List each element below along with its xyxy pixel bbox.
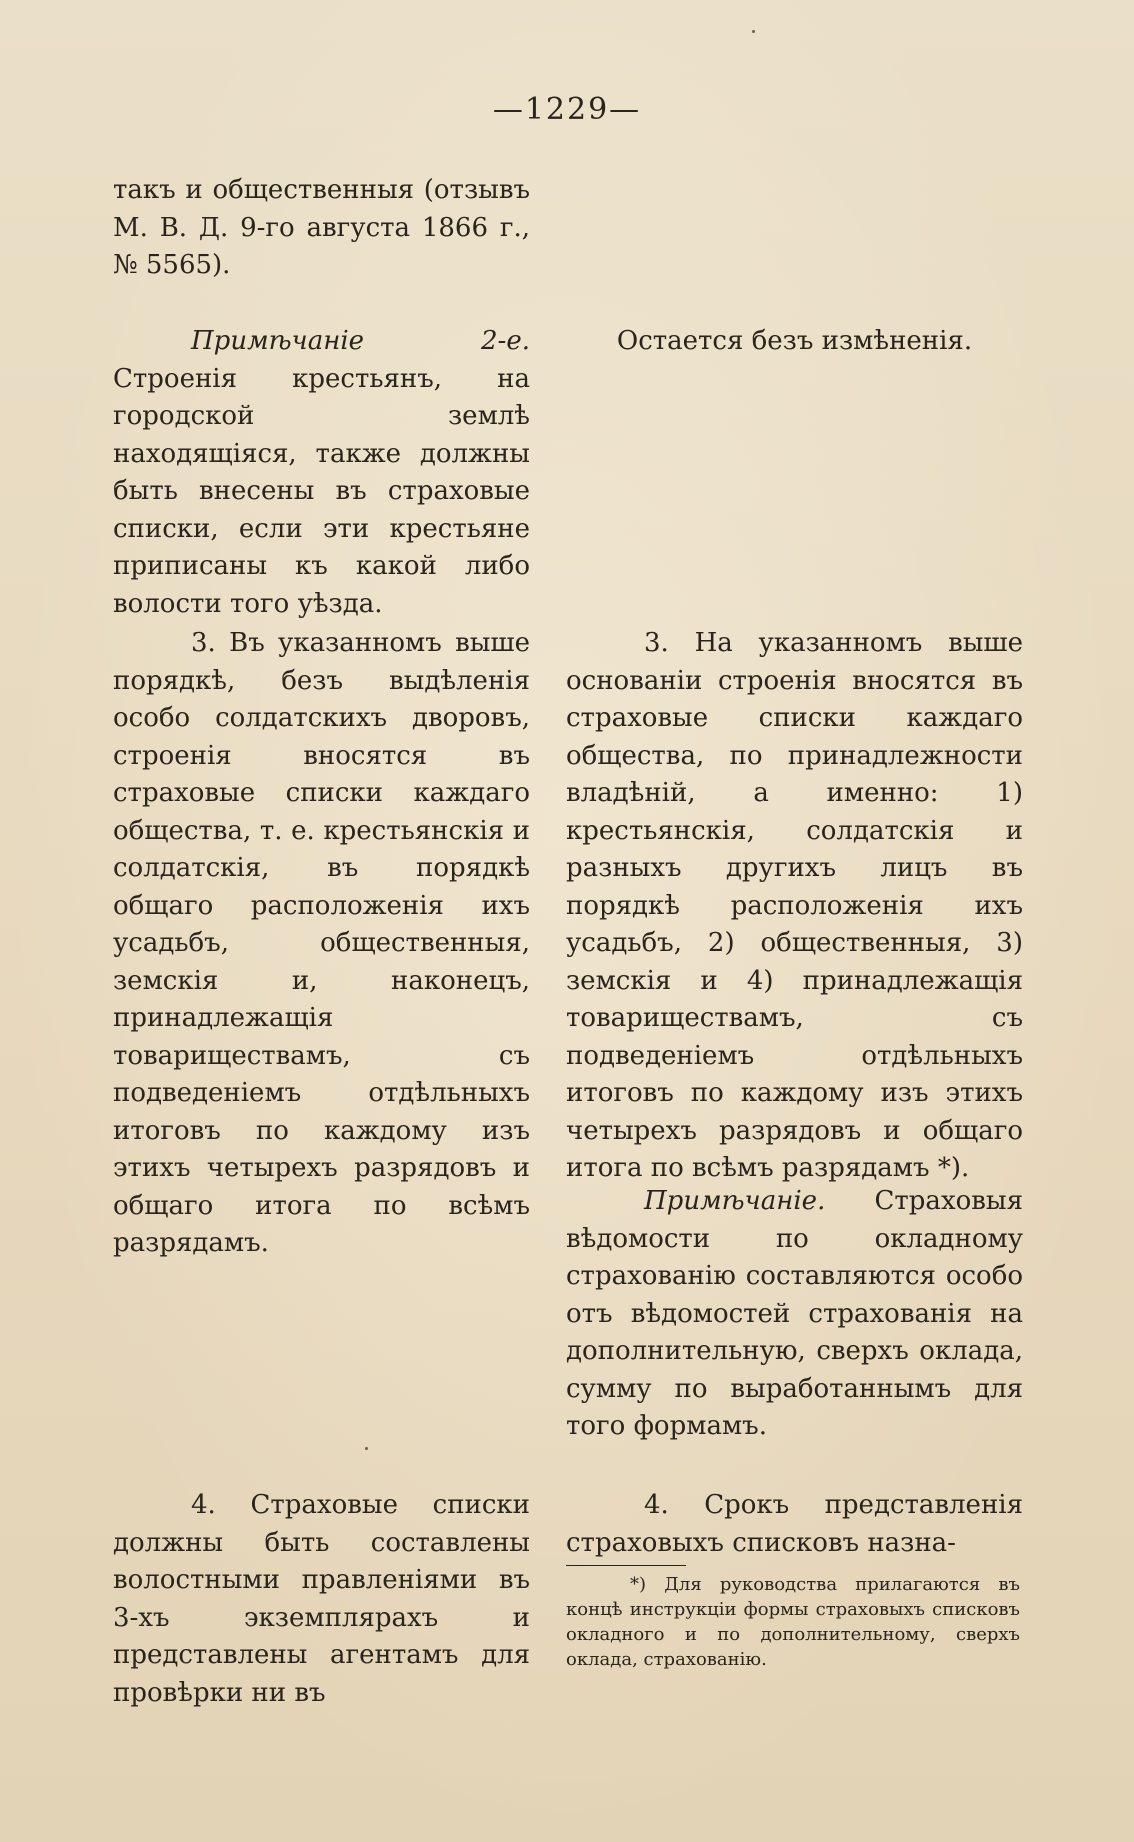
left-para-3: 3. Въ указанномъ выше порядкѣ, безъ выдѣленія особо солдатскихъ дворовъ, строенія вносятся въ страховые списки каждаго общества, т. е. крестьянскія и солдатскія, въ порядкѣ общаго расположенія ихъ усадьбъ, общественныя, земскія и, наконецъ, принадлежащія товариществамъ, съ подведеніемъ отдѣльныхъ итоговъ по каждому изъ этихъ четырехъ разрядовъ и общаго итога по всѣмъ разрядамъ. (113, 628, 530, 1258)
print-speck (752, 30, 755, 33)
right-note-label: Примѣчаніе. (644, 1186, 826, 1216)
left-note-2-text: Строенія крестьянъ, на городской землѣ находящіяся, также должны быть внесены въ страховые списки, если эти крестьяне приписаны къ какой либо волости того уѣзда. (113, 363, 530, 619)
right-note-text: Страховыя вѣдомости по окладному страхованію составляются особо отъ вѣдомостей страхованія на дополнительную, сверхъ оклада, сумму по выработаннымъ для того формамъ. (566, 1186, 1023, 1441)
left-para-1: такъ и общественныя (отзывъ М. В. Д. 9-го августа 1866 г., № 5565). (113, 175, 530, 280)
right-unchanged-note: Остается безъ измѣненія. (616, 326, 973, 356)
left-note-2-label: Примѣчаніе 2-е. (191, 326, 530, 356)
left-para-4: 4. Страховые списки должны быть составлены волостными правленіями въ 3-хъ экземплярахъ и представлены агентамъ для провѣрки ни въ (113, 1490, 530, 1708)
right-para-3: 3. На указанномъ выше основаніи строенія вносятся въ страховые списки каждаго общества, по принадлежности владѣній, а именно: 1) крестьянскія, солдатскія и разныхъ другихъ лицъ въ порядкѣ расположенія ихъ усадьбъ, 2) общественныя, 3) земскія и 4) принадлежащія товариществамъ, съ подведеніемъ отдѣльныхъ итоговъ по каждому изъ этихъ четырехъ разрядовъ и общаго итога по всѣмъ разрядамъ *). (566, 628, 1023, 1183)
footnote: *) Для руководства прилагаются въ концѣ инструкціи формы страховыхъ списковъ окладного и по дополнительному, сверхъ оклада, страхованію. (566, 1574, 1020, 1670)
left-note-2 (113, 323, 530, 623)
print-speck (365, 1447, 368, 1450)
right-para-4: 4. Срокъ представленія страховыхъ списковъ назна- (566, 1490, 1023, 1558)
page-number: —1229— (492, 92, 642, 127)
footnote-divider (566, 1565, 686, 1566)
right-note (566, 1183, 1023, 1446)
